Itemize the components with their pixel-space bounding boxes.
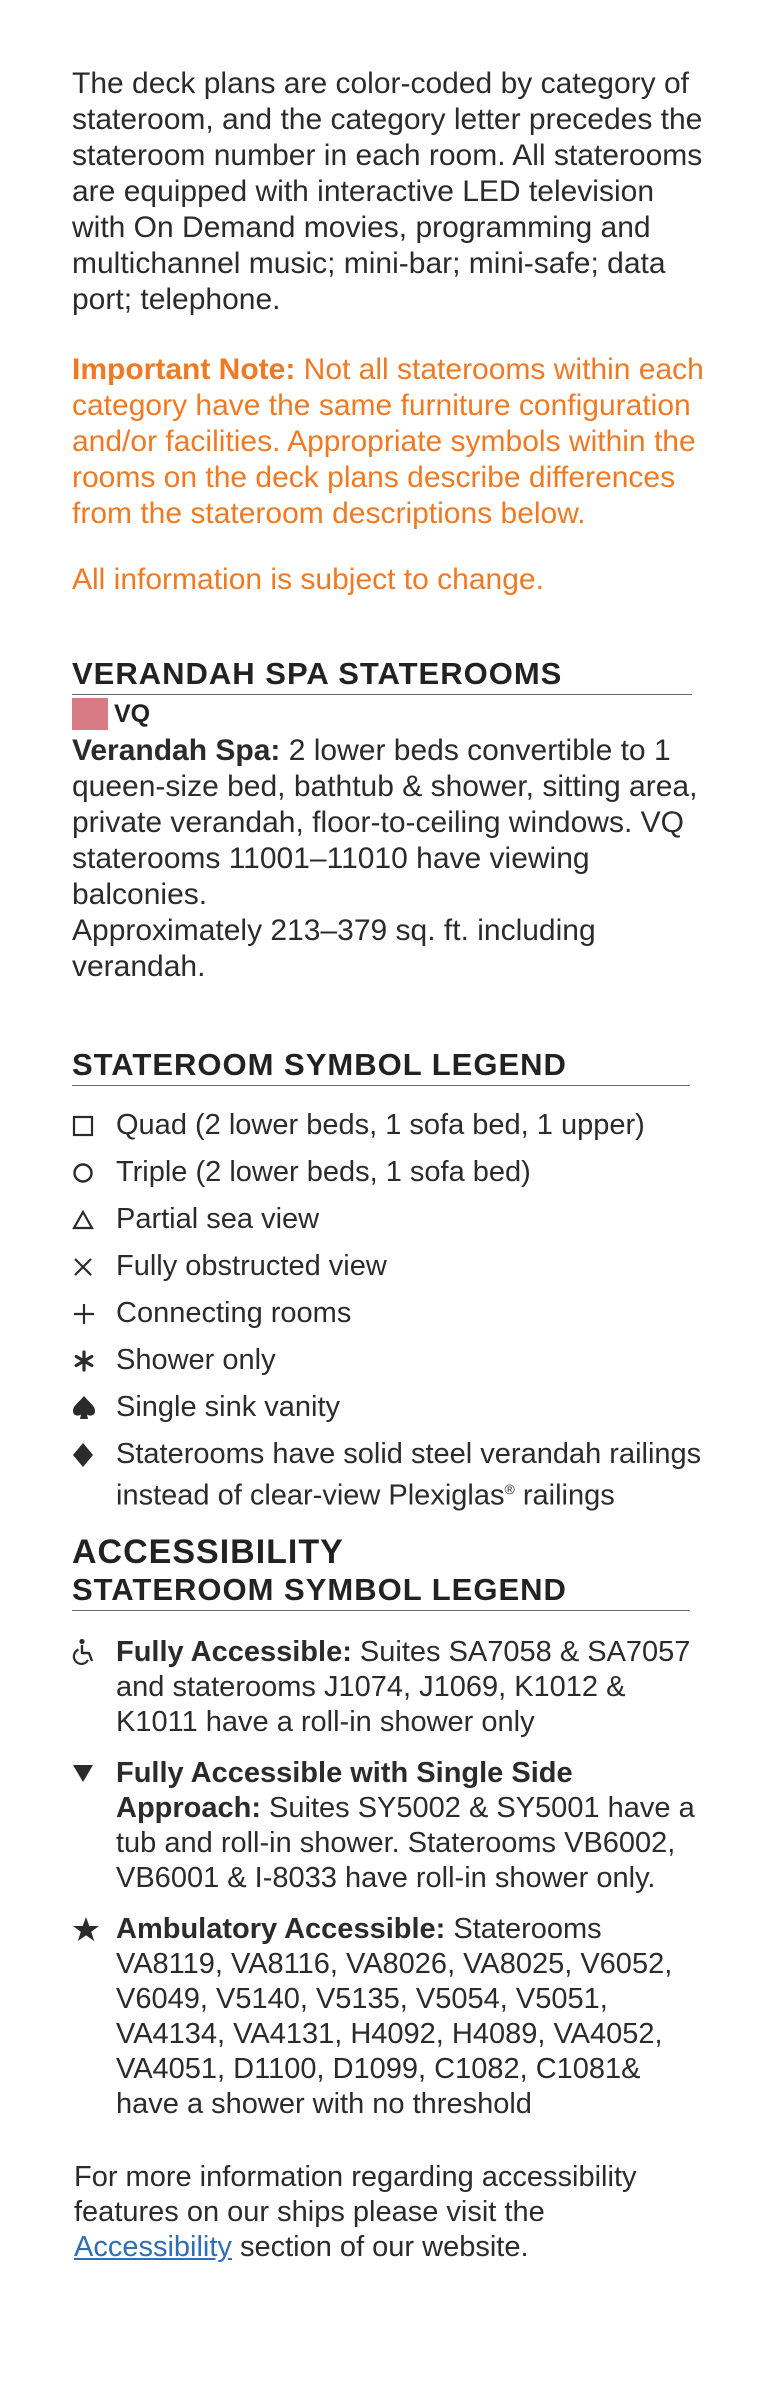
access-item-text: Fully Accessible: Suites SA7058 & SA7057 and staterooms J1074, J1069, K1012 & K1011 have a roll-in shower only (116, 1635, 691, 1738)
legend-item-quad (72, 1108, 712, 1143)
legend-item-text: Fully obstructed view (116, 1250, 387, 1282)
wheelchair-icon (72, 1635, 116, 1670)
legend-item-text: Single sink vanity (116, 1391, 341, 1423)
accessibility-link[interactable]: Accessibility (74, 2230, 232, 2263)
access-item-single-side (72, 1756, 702, 1896)
accessibility-title: ACCESSIBILITY (72, 1532, 344, 1571)
legend-item-obstructed-view (72, 1249, 712, 1284)
legend-item-triple (72, 1155, 712, 1190)
legend-item-text: Partial sea view (116, 1203, 320, 1235)
plus-icon (72, 1296, 116, 1331)
star-icon (72, 1912, 116, 1947)
legend-item-text: Quad (2 lower beds, 1 sofa bed, 1 upper) (116, 1109, 645, 1141)
legend-item-text: Staterooms have solid steel verandah railings instead of clear-view Plexiglas® railings (116, 1438, 702, 1512)
legend-item-text: Shower only (116, 1344, 276, 1376)
verandah-section-heading: VERANDAH SPA STATEROOMS (72, 656, 692, 695)
triangle-icon (72, 1202, 116, 1237)
legend-item-text: Triple (2 lower beds, 1 sofa bed) (116, 1156, 531, 1188)
legend-item-shower-only (72, 1343, 712, 1378)
access-item-ambulatory (72, 1912, 702, 2122)
diamond-icon (72, 1437, 116, 1472)
x-icon (72, 1249, 116, 1284)
legend-item-single-sink (72, 1390, 712, 1425)
important-note (72, 352, 712, 532)
legend-item-connecting (72, 1296, 712, 1331)
down-triangle-icon (72, 1756, 116, 1791)
circle-icon (72, 1155, 116, 1190)
legend-item-partial-view (72, 1202, 712, 1237)
access-item-text: Ambulatory Accessible: Staterooms VA8119, VA8116, VA8026, VA8025, V6052, V6049, V5140, V5135, V5054, V5051, VA4134, VA4131, H4092, H4089, VA4052, VA4051, D1100, D1099, C1082, C1081& have a shower with no threshold (116, 1912, 673, 2120)
subject-to-change-note: All information is subject to change. (72, 563, 544, 596)
registered-mark: ® (504, 1481, 515, 1497)
important-note-label: Important Note: (72, 353, 296, 386)
intro-paragraph: The deck plans are color-coded by category of stateroom, and the category letter precedes the stateroom number in each room. All staterooms are equipped with interactive LED television with On Demand movies, programming and multichannel music; mini-bar; mini-safe; data port; telephone. (72, 67, 703, 316)
legend-item-steel-railings (72, 1437, 712, 1514)
verandah-spa-label: Verandah Spa: (72, 734, 281, 767)
category-row-vq (72, 697, 763, 731)
verandah-spa-description (72, 733, 722, 985)
asterisk-icon (72, 1343, 116, 1378)
symbol-legend-list (72, 1108, 712, 1514)
spade-icon (72, 1390, 116, 1425)
important-note-text: Not all staterooms within each category have the same furniture configuration and/or facilities. Appropriate symbols within the rooms on the deck plans describe differences from the stateroom descriptions below. (72, 353, 704, 530)
access-item-text: Fully Accessible with Single Side Approach: Suites SY5002 & SY5001 have a tub and roll-in shower. Staterooms VB6002, VB6001 & I-8033 have roll-in shower only. (116, 1756, 695, 1894)
category-color-swatch (72, 698, 108, 730)
access-item-fully-accessible (72, 1635, 702, 1740)
accessibility-legend-list (72, 1635, 702, 2122)
square-icon (72, 1108, 116, 1143)
legend-item-text: Connecting rooms (116, 1297, 352, 1329)
verandah-spa-size: Approximately 213–379 sq. ft. including verandah. (72, 914, 596, 983)
verandah-spa-text: 2 lower beds convertible to 1 queen-size bed, bathtub & shower, sitting area, private verandah, floor-to-ceiling windows. VQ staterooms 11001–11010 have viewing balconies. (72, 734, 698, 911)
category-code: VQ (114, 699, 151, 728)
accessibility-legend-heading: STATEROOM SYMBOL LEGEND (72, 1572, 690, 1611)
symbol-legend-heading: STATEROOM SYMBOL LEGEND (72, 1047, 690, 1086)
footer-info: For more information regarding accessibility features on our ships please visit the Accessibility section of our website. (74, 2160, 637, 2263)
